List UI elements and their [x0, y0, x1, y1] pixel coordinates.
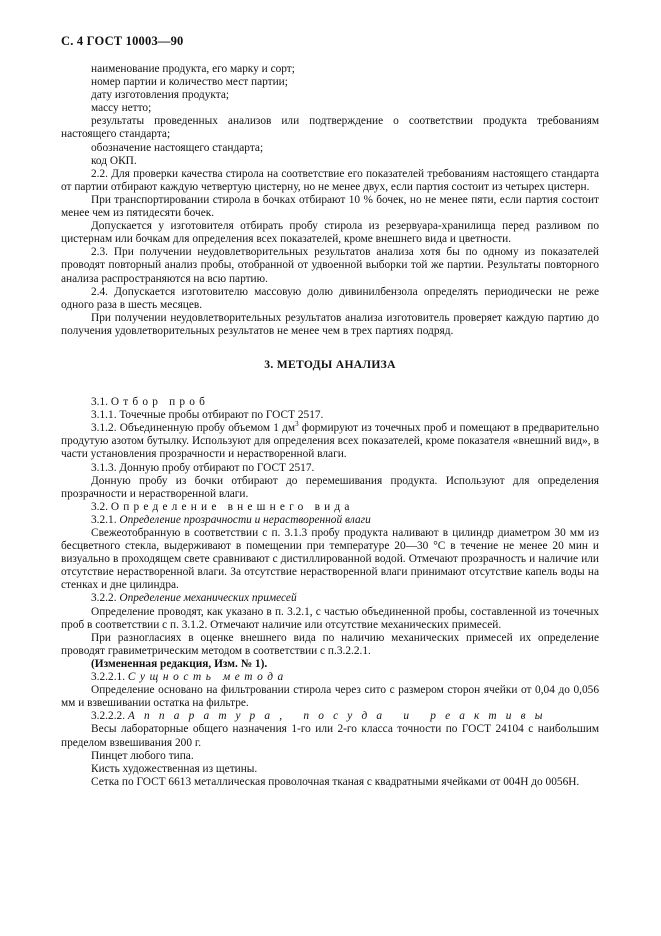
clause-text: формируют из точечных проб и помещают в предварительно продутую азотом бутылку. Используют для определения всех показателей, кроме показателя «внешний вид», в части установления прозрачности и нерастворенной влаги. — [61, 422, 599, 461]
clause-title: Определение внешнего вида — [110, 500, 354, 513]
clause-2-2-barrels: При транспортировании стирола в бочках отбирают 10 % бочек, но не менее пяти, если партия состоит менее чем из пятидесяти бочек. — [61, 193, 599, 220]
clause-3-2-2 — [61, 592, 599, 605]
clause-number: 3.1. — [91, 396, 109, 409]
list-item: массу нетто; — [91, 102, 152, 115]
list-item: результаты проведенных анализов или подтверждение о соответствии продукта требованиям настоящего стандарта; — [61, 115, 599, 141]
clause-3-1-3-text: Донную пробу из бочки отбирают до перемешивания продукта. Используют для определения прозрачности и нерастворенной влаги. — [61, 474, 599, 500]
list-item: код ОКП. — [91, 154, 137, 167]
clause-3-2-2-1 — [61, 671, 599, 684]
page-header: С. 4 ГОСТ 10003—90 — [61, 34, 184, 48]
clause-number: 3.2.1. — [91, 513, 117, 526]
amendment-note: (Измененная редакция, Изм. № 1). — [91, 657, 268, 670]
equipment-item: Сетка по ГОСТ 6613 металлическая проволочная тканая с квадратными ячейками от 004Н до 0056Н. — [91, 775, 580, 788]
clause-3-2-1-text: Свежеотобранную в соответствии с п. 3.1.3 пробу продукта наливают в цилиндр диаметром 30 мм из бесцветного стекла, выдерживают в помещении при температуре 20—30 °С в течение не менее 20 мин и визуально в проходящем свете сравнивают с дистиллированной водой. Отмечают прозрачность и наличие или отсутствие нерастворенной влаги. За отсутствие нерастворенной влаги принимают отсутствие капель воды на стенках и дне цилиндра. — [61, 527, 599, 592]
list-item: обозначение настоящего стандарта; — [91, 141, 264, 154]
clause-3-2 — [61, 501, 599, 514]
clause-3-1-3: 3.1.3. Донную пробу отбирают по ГОСТ 2517. — [91, 461, 315, 474]
clause-title: Сущность метода — [127, 671, 288, 684]
clause-3-2-2-text: Определение проводят, как указано в п. 3.2.1, с частью объединенной пробы, составленной из точечных проб в соответствии с п. 3.1.2. Отмечают наличие или отсутствие механических примесей. — [61, 605, 599, 631]
clause-3-2-2-2 — [61, 710, 599, 723]
clause-2-4-repeat: При получении неудовлетворительных результатов анализа изготовитель проверяет каждую партию до получения удовлетворительных результатов не менее чем в трех партиях подряд. — [61, 311, 599, 337]
clause-3-1-2 — [61, 422, 599, 461]
clause-2-3: 2.3. При получении неудовлетворительных результатов анализа хотя бы по одному из показателей проводят повторный анализ пробы, отобранной от удвоенной выборки той же партии. Результаты повторного анализа распространяются на всю партию. — [61, 246, 599, 285]
list-item: номер партии и количество мест партии; — [91, 76, 288, 89]
clause-text: 3.1.2. Объединенную пробу объемом 1 дм — [91, 422, 296, 435]
equipment-item: Кисть художественная из щетины. — [91, 762, 258, 775]
clause-3-2-2-1-text: Определение основано на фильтровании стирола через сито с размером сторон ячейки от 0,04 до 0,056 мм и взвешивании остатка на фильтре. — [61, 684, 599, 710]
page-content — [61, 63, 599, 789]
clause-3-1-1: 3.1.1. Точечные пробы отбирают по ГОСТ 2517. — [91, 409, 324, 422]
list-item: дату изготовления продукта; — [91, 89, 230, 102]
clause-number: 3.2.2. — [91, 592, 117, 605]
clause-number: 3.2. — [91, 500, 109, 513]
clause-title: Определение механических примесей — [119, 592, 297, 605]
clause-title: Определение прозрачности и нерастворенной влаги — [119, 513, 371, 526]
clause-2-2-tank: Допускается у изготовителя отбирать пробу стирола из резервуара-хранилища перед разливом по цистернам или бочкам для определения всех показателей, кроме внешнего вида и цветности. — [61, 220, 599, 246]
clause-3-2-2-text2: При разногласиях в оценке внешнего вида по наличию механических примесей их определение проводят гравиметрическим методом в соответствии с п.3.2.2.1. — [61, 631, 599, 657]
section-3-heading: 3. МЕТОДЫ АНАЛИЗА — [264, 357, 396, 371]
clause-title: Аппаратура, посуда и реактивы — [127, 710, 552, 723]
equipment-item: Пинцет любого типа. — [91, 749, 194, 762]
equipment-item: Весы лабораторные общего назначения 1-го или 2-го класса точности по ГОСТ 24104 с наибольшим пределом взвешивания 200 г. — [61, 723, 599, 749]
clause-number: 3.2.2.2. — [91, 710, 126, 723]
clause-number: 3.2.2.1. — [91, 671, 126, 684]
clause-2-4: 2.4. Допускается изготовителю массовую долю дивинилбензола определять периодически не реже одного раза в шесть месяцев. — [61, 285, 599, 311]
list-item: наименование продукта, его марку и сорт; — [91, 63, 295, 75]
clause-3-1 — [61, 396, 599, 409]
clause-3-2-1 — [61, 514, 599, 527]
clause-2-2: 2.2. Для проверки качества стирола на соответствие его показателей требованиям настоящего стандарта от партии отбирают каждую четвертую цистерну, но не менее двух, если партия состоит из четырех цистерн. — [61, 167, 599, 193]
clause-title: Отбор проб — [110, 396, 210, 409]
superscript: 3 — [295, 420, 299, 429]
